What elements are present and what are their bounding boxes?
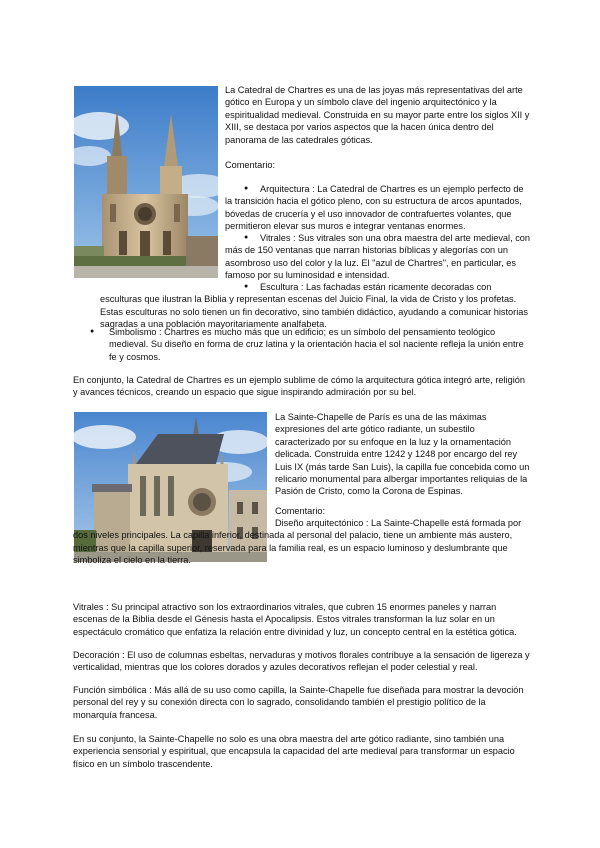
chartres-conclusion: En conjunto, la Catedral de Chartres es un ejemplo sublime de cómo la arquitectura gótica integró arte, religión y avances técnicos, creando un espacio que sigue inspirando admiración por su bel.	[73, 375, 525, 398]
bullet-simbolismo-text: : Chartres es mucho más que un edificio; es un símbolo del pensamiento teológico medieval. Su diseño en forma de cruz latina y la orientación hacia el sol naciente refleja la unión entre fe y cosmos.	[109, 327, 524, 362]
funcion-text: : Más allá de su uso como capilla, la Sainte-Chapelle fue diseñada para mostrar la devoción personal del rey y su conexión directa con lo sagrado, consolidando también el prestigio político de la monarquía francesa.	[73, 685, 524, 720]
vitrales-text: : Su principal atractivo son los extraordinarios vitrales, que cubren 15 enormes paneles y narran escenas de la Biblia desde el Génesis hasta el Apocalipsis. Estos vitrales transforman la luz solar en un espectáculo cromático que enfatiza la relación entre divinidad y luz, un concepto central en la estética gótica.	[73, 602, 517, 637]
sainte-chapelle-comment-heading: Comentario:	[275, 506, 326, 516]
bullet-escultura	[100, 281, 530, 331]
bullet-escultura-text: : Las fachadas están ricamente decoradas con esculturas que ilustran la Biblia y representan escenas del Juicio Final, la vida de Cristo y los profetas. Estas esculturas no solo tienen un fin decorativo, sino también didáctico, ayudando a comunicar historias sagradas a una población mayoritariamente analfabeta.	[100, 282, 528, 330]
chartres-cathedral-photo	[74, 86, 218, 278]
bullet-dot: ●	[244, 234, 249, 241]
chartres-comment-heading: Comentario:	[225, 160, 276, 170]
bullet-vitrales	[225, 232, 530, 282]
sainte-chapelle-intro: La Sainte-Chapelle de París es una de las máximas expresiones del arte gótico radiante, un subestilo caracterizado por su enfoque en la luz y la ornamentación delicada. Construida entre 1242 y 1248 por encargo del rey Luis IX (más tarde San Luis), la capilla fue concebida como un relicario monumental para albergar importantes reliquias de la Pasión de Cristo, como la Corona de Espinas.	[275, 412, 530, 497]
vitrales-label: Vitrales	[73, 602, 104, 612]
bullet-arquitectura	[225, 183, 530, 233]
bullet-arquitectura-label: Arquitectura	[260, 184, 310, 194]
bullet-dot: ●	[244, 185, 249, 192]
bullet-escultura-label: Escultura	[260, 282, 299, 292]
decoracion-text: : El uso de columnas esbeltas, nervaduras y motivos florales contribuye a la sensación de ligereza y verticalidad, mientras que los colores dorados y azules decorativos reflejan el poder celestial y real.	[73, 650, 530, 673]
bullet-vitrales-label: Vitrales	[260, 233, 291, 243]
funcion-label: Función simbólica	[73, 685, 147, 695]
bullet-arquitectura-text: : La Catedral de Chartres es un ejemplo perfecto de la transición hacia el gótico pleno, con su estructura de arcos apuntados, bóvedas de crucería y el uso innovador de contrafuertes volantes, que permitieron elevar sus muros e integrar ventanas enormes.	[225, 184, 524, 232]
bullet-dot: ●	[90, 328, 95, 335]
design-text: : La Sainte-Chapelle está formada por dos niveles principales. La capilla inferior, destinada al personal del palacio, tiene un ambiente más austero, mientras que la capilla superior, reservada para la familia real, es un espacio luminoso y deslumbrante que simboliza el cielo en la tierra.	[73, 518, 522, 566]
chartres-intro: La Catedral de Chartres es una de las joyas más representativas del arte gótico en Europa y un símbolo clave del ingenio arquitectónico y la espiritualidad medieval. Construida en su mayor parte entre los siglos XII y XIII, se destaca por varios aspectos que la hacen única dentro del panorama de las catedrales góticas.	[225, 85, 530, 145]
bullet-simbolismo-label: Simbolismo	[109, 327, 157, 337]
design-paragraph	[73, 517, 530, 567]
bullet-vitrales-text: : Sus vitrales son una obra maestra del arte medieval, con más de 150 ventanas que narran historias bíblicas y alegorías con un asombroso uso del color y la luz. El "azul de Chartres", en particular, es famoso por su luminosidad e intensidad.	[225, 233, 531, 281]
sainte-chapelle-conclusion: En su conjunto, la Sainte-Chapelle no solo es una obra maestra del arte gótico radiante, sino también una experiencia sensorial y espiritual, que encapsula la capacidad del arte medieval para transformar un espacio físico en un símbolo trascendente.	[73, 734, 515, 769]
bullet-simbolismo	[109, 326, 529, 363]
funcion-paragraph	[73, 684, 531, 721]
design-label: Diseño arquitectónico	[275, 518, 364, 528]
decoracion-label: Decoración	[73, 650, 120, 660]
bullet-dot: ●	[244, 283, 249, 290]
vitrales-paragraph	[73, 601, 531, 638]
decoracion-paragraph	[73, 649, 531, 674]
